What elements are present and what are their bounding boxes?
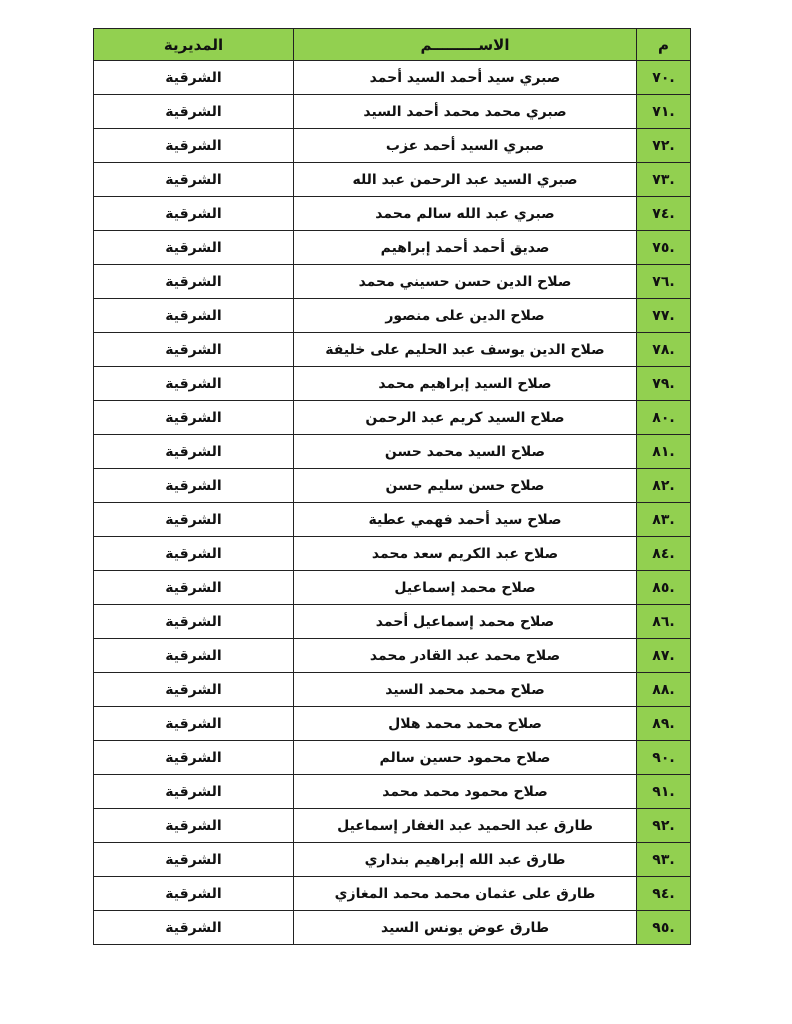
row-name: صلاح محمد عبد القادر محمد	[294, 639, 637, 673]
row-name: طارق على عثمان محمد محمد المغازي	[294, 877, 637, 911]
row-name: صلاح سيد أحمد فهمي عطية	[294, 503, 637, 537]
row-number: ٩٤.	[652, 885, 675, 902]
row-number: ٩٥.	[652, 919, 675, 936]
row-directorate: الشرقية	[94, 435, 294, 469]
table-row	[94, 877, 691, 911]
row-name: صبري سيد أحمد السيد أحمد	[294, 61, 637, 95]
row-name: صلاح حسن سليم حسن	[294, 469, 637, 503]
row-number: ٨٢.	[652, 477, 675, 494]
row-name: صلاح السيد كريم عبد الرحمن	[294, 401, 637, 435]
table-row	[94, 741, 691, 775]
table-row	[94, 571, 691, 605]
row-number-cell	[637, 673, 691, 707]
row-name: صلاح محمد محمد هلال	[294, 707, 637, 741]
row-number-cell	[637, 877, 691, 911]
row-number-cell	[637, 401, 691, 435]
row-directorate: الشرقية	[94, 571, 294, 605]
table-row	[94, 231, 691, 265]
row-number: ٨٤.	[652, 545, 675, 562]
row-number-cell	[637, 299, 691, 333]
row-number-cell	[637, 231, 691, 265]
row-directorate: الشرقية	[94, 299, 294, 333]
row-directorate: الشرقية	[94, 401, 294, 435]
row-directorate: الشرقية	[94, 265, 294, 299]
row-number: ٧٥.	[652, 239, 675, 256]
table-row	[94, 843, 691, 877]
row-directorate: الشرقية	[94, 503, 294, 537]
row-name: صلاح محمد إسماعيل أحمد	[294, 605, 637, 639]
row-number-cell	[637, 333, 691, 367]
row-name: صلاح الدين حسن حسيني محمد	[294, 265, 637, 299]
row-name: صبري السيد أحمد عزب	[294, 129, 637, 163]
row-number: ٨١.	[652, 443, 675, 460]
table-row	[94, 299, 691, 333]
row-directorate: الشرقية	[94, 469, 294, 503]
row-directorate: الشرقية	[94, 707, 294, 741]
row-directorate: الشرقية	[94, 367, 294, 401]
row-directorate: الشرقية	[94, 673, 294, 707]
row-name: صبري عبد الله سالم محمد	[294, 197, 637, 231]
row-number: ٩٣.	[652, 851, 675, 868]
row-number: ٧٠.	[652, 69, 675, 86]
row-directorate: الشرقية	[94, 911, 294, 945]
table-row	[94, 537, 691, 571]
row-number-cell	[637, 639, 691, 673]
row-name: صلاح الدين يوسف عبد الحليم على خليفة	[294, 333, 637, 367]
table-row	[94, 639, 691, 673]
row-number: ٧٨.	[652, 341, 675, 358]
row-number: ٨٧.	[652, 647, 675, 664]
row-number-cell	[637, 265, 691, 299]
row-number: ٩٢.	[652, 817, 675, 834]
row-directorate: الشرقية	[94, 333, 294, 367]
header-number: م	[637, 29, 691, 61]
header-row	[94, 29, 691, 61]
table-row	[94, 333, 691, 367]
row-number: ٧٩.	[652, 375, 675, 392]
row-number: ٨٨.	[652, 681, 675, 698]
row-number: ٧٣.	[652, 171, 675, 188]
row-number: ٧١.	[652, 103, 675, 120]
row-number: ٧٦.	[652, 273, 675, 290]
row-number-cell	[637, 843, 691, 877]
row-name: صلاح الدين على منصور	[294, 299, 637, 333]
table-row	[94, 401, 691, 435]
row-number-cell	[637, 61, 691, 95]
row-directorate: الشرقية	[94, 129, 294, 163]
row-number-cell	[637, 741, 691, 775]
row-number-cell	[637, 435, 691, 469]
row-number: ٧٧.	[652, 307, 675, 324]
table-row	[94, 367, 691, 401]
row-number-cell	[637, 367, 691, 401]
row-name: صبري محمد محمد أحمد السيد	[294, 95, 637, 129]
row-name: صلاح عبد الكريم سعد محمد	[294, 537, 637, 571]
row-name: صلاح السيد إبراهيم محمد	[294, 367, 637, 401]
row-number: ٨٦.	[652, 613, 675, 630]
row-directorate: الشرقية	[94, 639, 294, 673]
table-row	[94, 775, 691, 809]
row-directorate: الشرقية	[94, 95, 294, 129]
row-directorate: الشرقية	[94, 775, 294, 809]
table-row	[94, 911, 691, 945]
row-name: طارق عبد الحميد عبد الغفار إسماعيل	[294, 809, 637, 843]
row-directorate: الشرقية	[94, 877, 294, 911]
row-number-cell	[637, 537, 691, 571]
row-directorate: الشرقية	[94, 605, 294, 639]
row-name: صلاح محمود محمد محمد	[294, 775, 637, 809]
roster-sheet	[93, 28, 690, 945]
row-number-cell	[637, 809, 691, 843]
roster-body	[94, 61, 691, 945]
row-number-cell	[637, 911, 691, 945]
table-row	[94, 809, 691, 843]
row-number: ٧٤.	[652, 205, 675, 222]
row-directorate: الشرقية	[94, 231, 294, 265]
table-row	[94, 707, 691, 741]
row-number: ٨٣.	[652, 511, 675, 528]
table-row	[94, 605, 691, 639]
table-row	[94, 163, 691, 197]
row-number-cell	[637, 163, 691, 197]
row-directorate: الشرقية	[94, 163, 294, 197]
row-name: صبري السيد عبد الرحمن عبد الله	[294, 163, 637, 197]
row-number-cell	[637, 95, 691, 129]
row-name: صديق أحمد أحمد إبراهيم	[294, 231, 637, 265]
row-directorate: الشرقية	[94, 197, 294, 231]
row-number: ٨٠.	[652, 409, 675, 426]
row-number: ٩٠.	[652, 749, 675, 766]
table-row	[94, 265, 691, 299]
row-number-cell	[637, 775, 691, 809]
roster-table	[93, 28, 691, 945]
row-name: صلاح محمود حسين سالم	[294, 741, 637, 775]
row-name: طارق عوض يونس السيد	[294, 911, 637, 945]
row-number: ٧٢.	[652, 137, 675, 154]
row-number-cell	[637, 129, 691, 163]
row-directorate: الشرقية	[94, 537, 294, 571]
row-directorate: الشرقية	[94, 741, 294, 775]
row-number-cell	[637, 707, 691, 741]
table-row	[94, 197, 691, 231]
header-name: الاســـــــــم	[294, 29, 637, 61]
row-number: ٨٥.	[652, 579, 675, 596]
row-number: ٨٩.	[652, 715, 675, 732]
table-row	[94, 435, 691, 469]
row-number-cell	[637, 469, 691, 503]
row-name: صلاح محمد إسماعيل	[294, 571, 637, 605]
row-number-cell	[637, 605, 691, 639]
row-number-cell	[637, 197, 691, 231]
table-row	[94, 61, 691, 95]
row-directorate: الشرقية	[94, 843, 294, 877]
table-row	[94, 469, 691, 503]
table-row	[94, 95, 691, 129]
table-row	[94, 503, 691, 537]
row-name: طارق عبد الله إبراهيم بنداري	[294, 843, 637, 877]
row-name: صلاح محمد محمد السيد	[294, 673, 637, 707]
row-directorate: الشرقية	[94, 61, 294, 95]
row-name: صلاح السيد محمد حسن	[294, 435, 637, 469]
row-number-cell	[637, 571, 691, 605]
row-number: ٩١.	[652, 783, 675, 800]
table-row	[94, 673, 691, 707]
table-row	[94, 129, 691, 163]
row-directorate: الشرقية	[94, 809, 294, 843]
header-directorate: المديرية	[94, 29, 294, 61]
row-number-cell	[637, 503, 691, 537]
